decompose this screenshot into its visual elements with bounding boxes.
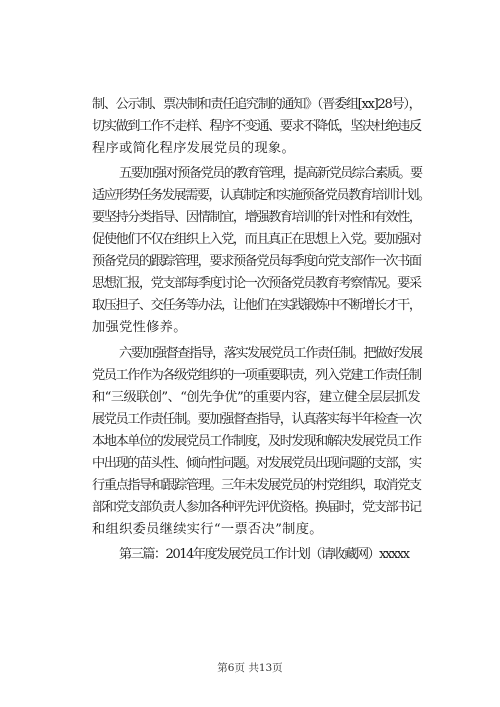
- text-line: 中出现的苗头性、倾向性问题。对发展党员出现问题的支部，实: [92, 456, 421, 471]
- paragraph-5-first-line: 五要加强对预备党员的教育管理，提高新党员综合素质。要: [119, 166, 422, 181]
- text-line: 思想汇报，党支部每季度讨论一次预备党员教育考察情况。要采: [92, 276, 421, 291]
- text-line: 和“三级联创”、“创先争优”的重要内容，建立健全层层抓发: [92, 390, 421, 405]
- text-line: 和组织委员继续实行“一票否决”制度。: [92, 522, 323, 537]
- text-line: 预备党员的跟踪管理，要求预备党员每季度向党支部作一次书面: [92, 254, 421, 269]
- text-line: 促使他们不仅在组织上入党，而且真正在思想上入党。要加强对: [92, 232, 421, 247]
- text-line: 党员工作作为各级党组织的一项重要职责，列入党建工作责任制: [92, 368, 421, 383]
- text-line: 程序或简化程序发展党员的现象。: [92, 141, 296, 156]
- text-line: 取压担子、交任务等办法，让他们在实践锻炼中不断增长才干，: [92, 298, 421, 313]
- section-heading: 第三篇：2014年度发展党员工作计划（请收藏网）xxxxx: [119, 547, 409, 562]
- text-line: 行重点指导和跟踪管理。三年未发展党员的村党组织，取消党支: [92, 478, 421, 493]
- text-line: 加强党性修养。: [92, 320, 187, 335]
- paragraph-6-first-line: 六要加强督查指导，落实发展党员工作责任制。把做好发展: [119, 346, 422, 361]
- text-line: 切实做到工作不走样、程序不变通、要求不降低，坚决杜绝违反: [92, 119, 421, 134]
- text-line: 部和党支部负责人参加各种评先评优资格。换届时，党支部书记: [92, 500, 421, 515]
- page-number-footer: 第6页 共13页: [217, 662, 283, 674]
- text-line: 展党员工作责任制。要加强督查指导，认真落实每半年检查一次: [92, 412, 421, 427]
- text-line: 适应形势任务发展需要，认真制定和实施预备党员教育培训计划。: [92, 188, 430, 203]
- text-line: 本地本单位的发展党员工作制度，及时发现和解决发展党员工作: [92, 434, 421, 449]
- text-line: 要坚持分类指导、因情制宜，增强教育培训的针对性和有效性，: [92, 210, 421, 225]
- text-line: 制、公示制、票决制和责任追究制的通知》（晋委组[xx]28号），: [92, 97, 421, 112]
